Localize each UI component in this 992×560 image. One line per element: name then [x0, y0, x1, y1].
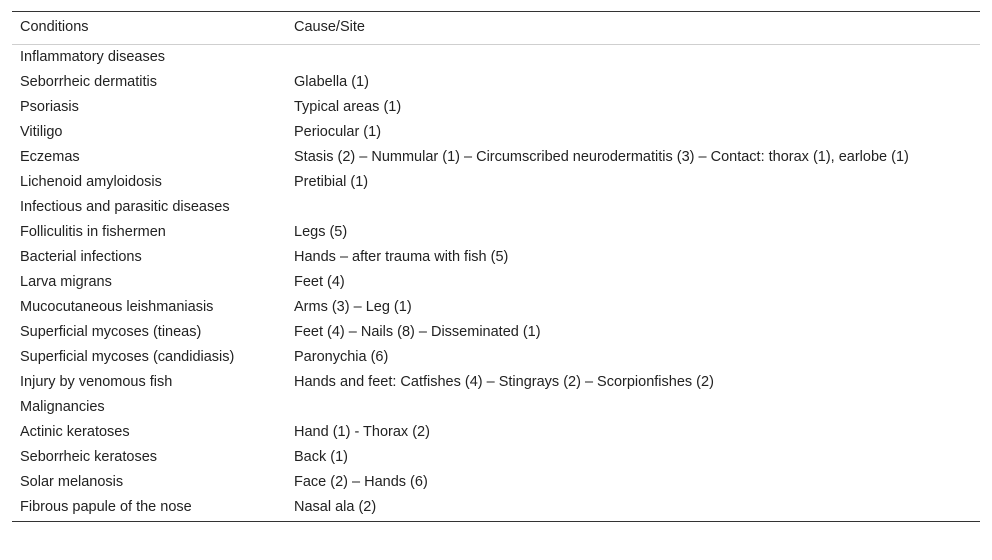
cause-cell: Glabella (1)	[294, 74, 369, 90]
condition-cell: Eczemas	[20, 149, 80, 165]
condition-cell: Fibrous papule of the nose	[20, 499, 192, 515]
condition-cell: Larva migrans	[20, 274, 112, 290]
condition-cell: Vitiligo	[20, 124, 63, 140]
table-row	[12, 320, 980, 345]
condition-cell: Solar melanosis	[20, 474, 124, 490]
table-row	[12, 270, 980, 295]
header-conditions: Conditions	[12, 12, 286, 45]
table-row	[12, 345, 980, 370]
condition-cell: Inflammatory diseases	[20, 49, 166, 65]
table-row	[12, 220, 980, 245]
cause-cell: Legs (5)	[294, 224, 348, 240]
cause-cell: Hand (1) - Thorax (2)	[294, 424, 430, 440]
conditions-table	[12, 12, 980, 521]
cause-cell	[286, 45, 980, 71]
cause-cell: Hands and feet: Catfishes (4) – Stingrays (2) – Scorpionfishes (2)	[294, 374, 714, 390]
condition-cell: Seborrheic dermatitis	[20, 74, 157, 90]
table-row	[12, 245, 980, 270]
condition-cell: Folliculitis in fishermen	[20, 224, 166, 240]
cause-cell: Feet (4) – Nails (8) – Disseminated (1)	[294, 324, 541, 340]
cause-cell: Nasal ala (2)	[294, 499, 377, 515]
cause-cell: Feet (4)	[294, 274, 345, 290]
table-row	[12, 420, 980, 445]
table-row	[12, 370, 980, 395]
cause-cell: Paronychia (6)	[294, 349, 389, 365]
table-row	[12, 120, 980, 145]
table-row	[12, 145, 980, 170]
cause-cell: Stasis (2) – Nummular (1) – Circumscribed neurodermatitis (3) – Contact: thorax (1), earlobe (1)	[294, 149, 909, 165]
section-row	[12, 45, 980, 71]
cause-cell: Arms (3) – Leg (1)	[294, 299, 412, 315]
condition-cell: Bacterial infections	[20, 249, 142, 265]
condition-cell: Infectious and parasitic diseases	[20, 199, 230, 215]
cause-cell: Typical areas (1)	[294, 99, 402, 115]
section-row	[12, 395, 980, 420]
cause-cell	[286, 395, 980, 420]
cause-cell: Face (2) – Hands (6)	[294, 474, 428, 490]
table-row	[12, 95, 980, 120]
table-row	[12, 70, 980, 95]
condition-cell: Actinic keratoses	[20, 424, 130, 440]
cause-cell: Back (1)	[294, 449, 348, 465]
cause-cell: Pretibial (1)	[294, 174, 369, 190]
cause-cell	[286, 195, 980, 220]
condition-cell: Injury by venomous fish	[20, 374, 173, 390]
condition-cell: Mucocutaneous leishmaniasis	[20, 299, 214, 315]
table-row	[12, 295, 980, 320]
section-row	[12, 195, 980, 220]
condition-cell: Psoriasis	[20, 99, 79, 115]
table-row	[12, 495, 980, 521]
condition-cell: Lichenoid amyloidosis	[20, 174, 162, 190]
cause-cell: Periocular (1)	[294, 124, 382, 140]
table-row	[12, 445, 980, 470]
header-row	[12, 12, 980, 45]
cause-cell: Hands – after trauma with fish (5)	[294, 249, 509, 265]
table-row	[12, 170, 980, 195]
header-cause-site: Cause/Site	[286, 12, 980, 45]
condition-cell: Seborrheic keratoses	[20, 449, 158, 465]
condition-cell: Superficial mycoses (tineas)	[20, 324, 202, 340]
condition-cell: Malignancies	[20, 399, 105, 415]
conditions-table-container	[12, 11, 980, 522]
condition-cell: Superficial mycoses (candidiasis)	[20, 349, 235, 365]
table-row	[12, 470, 980, 495]
